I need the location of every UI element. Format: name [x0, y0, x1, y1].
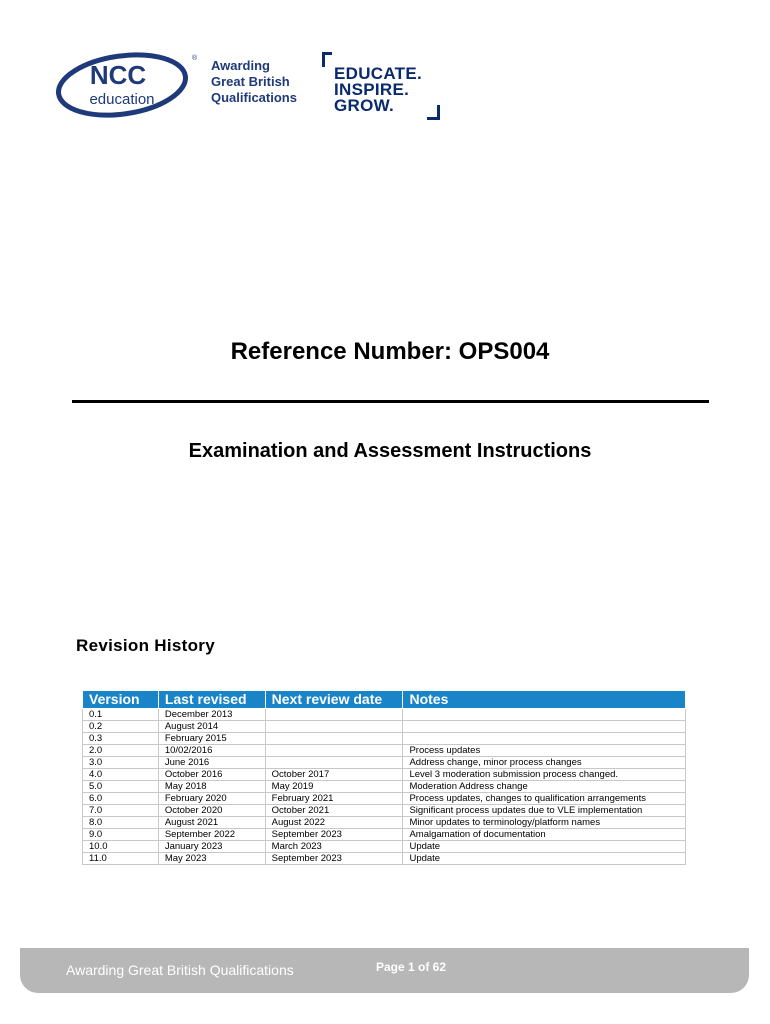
cell-notes	[403, 721, 686, 733]
cell-last-revised: September 2022	[158, 829, 265, 841]
cell-version: 0.2	[83, 721, 159, 733]
logo-brand-sub: education	[89, 91, 155, 108]
cell-version: 2.0	[83, 745, 159, 757]
table-row	[83, 817, 686, 829]
bracket-top-left	[322, 52, 332, 67]
cell-version: 5.0	[83, 781, 159, 793]
footer-brand: Awarding Great British Qualifications	[66, 962, 294, 978]
column-header-notes: Notes	[403, 691, 686, 709]
cell-notes: Process updates, changes to qualification arrangements	[403, 793, 686, 805]
table-row	[83, 769, 686, 781]
page-footer	[20, 948, 749, 993]
cell-version: 8.0	[83, 817, 159, 829]
cell-last-revised: May 2018	[158, 781, 265, 793]
reference-number: Reference Number: OPS004	[230, 338, 550, 365]
cell-notes: Level 3 moderation submission process changed.	[403, 769, 686, 781]
table-row	[83, 805, 686, 817]
table-row	[83, 841, 686, 853]
cell-last-revised: February 2015	[158, 733, 265, 745]
cell-last-revised: October 2016	[158, 769, 265, 781]
cell-version: 11.0	[83, 853, 159, 865]
cell-last-revised: August 2014	[158, 721, 265, 733]
table-header-row	[83, 691, 686, 709]
cell-last-revised: August 2021	[158, 817, 265, 829]
tagline-line-2: Great British	[211, 74, 290, 89]
cell-notes: Update	[403, 841, 686, 853]
cell-version: 4.0	[83, 769, 159, 781]
title-divider	[72, 400, 709, 403]
cell-next-review	[265, 721, 403, 733]
tagline-line-3: Qualifications	[211, 90, 297, 105]
table-row	[83, 757, 686, 769]
cell-notes	[403, 733, 686, 745]
table-row	[83, 793, 686, 805]
column-header-next-review: Next review date	[265, 691, 403, 709]
cell-notes: Moderation Address change	[403, 781, 686, 793]
revision-history-table	[82, 690, 686, 865]
column-header-last-revised: Last revised	[158, 691, 265, 709]
tagline-line-1: Awarding	[211, 58, 270, 73]
logo-brand-main: NCC	[89, 60, 147, 90]
cell-last-revised: December 2013	[158, 709, 265, 721]
cell-last-revised: 10/02/2016	[158, 745, 265, 757]
cell-last-revised: February 2020	[158, 793, 265, 805]
cell-notes: Address change, minor process changes	[403, 757, 686, 769]
slogan-line-2: INSPIRE.	[334, 80, 410, 99]
cell-version: 3.0	[83, 757, 159, 769]
cell-version: 9.0	[83, 829, 159, 841]
table-row	[83, 733, 686, 745]
cell-version: 0.3	[83, 733, 159, 745]
cell-version: 10.0	[83, 841, 159, 853]
table-row	[83, 781, 686, 793]
cell-notes: Update	[403, 853, 686, 865]
cell-notes: Minor updates to terminology/platform names	[403, 817, 686, 829]
table-row	[83, 745, 686, 757]
cell-last-revised: October 2020	[158, 805, 265, 817]
column-header-version: Version	[83, 691, 159, 709]
cell-next-review: October 2021	[265, 805, 403, 817]
cell-next-review	[265, 733, 403, 745]
cell-next-review	[265, 709, 403, 721]
bracket-bottom-right	[427, 105, 440, 120]
cell-notes	[403, 709, 686, 721]
table-row	[83, 721, 686, 733]
cell-last-revised: January 2023	[158, 841, 265, 853]
revision-history-heading: Revision History	[76, 636, 215, 655]
cell-version: 7.0	[83, 805, 159, 817]
registered-mark: ®	[192, 55, 198, 62]
table-row	[83, 853, 686, 865]
cell-next-review: September 2023	[265, 829, 403, 841]
cell-next-review: August 2022	[265, 817, 403, 829]
cell-next-review: March 2023	[265, 841, 403, 853]
educate-inspire-grow-logo	[322, 52, 440, 120]
cell-next-review	[265, 745, 403, 757]
cell-next-review	[265, 757, 403, 769]
cell-next-review: September 2023	[265, 853, 403, 865]
cell-last-revised: May 2023	[158, 853, 265, 865]
cell-next-review: February 2021	[265, 793, 403, 805]
cell-last-revised: June 2016	[158, 757, 265, 769]
slogan-line-1: EDUCATE.	[334, 64, 423, 83]
cell-version: 6.0	[83, 793, 159, 805]
cell-notes: Significant process updates due to VLE implementation	[403, 805, 686, 817]
cell-version: 0.1	[83, 709, 159, 721]
slogan-line-3: GROW.	[334, 96, 395, 115]
awarding-tagline	[211, 58, 297, 106]
table-row	[83, 709, 686, 721]
table-row	[83, 829, 686, 841]
ncc-education-logo	[56, 52, 206, 122]
cell-notes: Amalgamation of documentation	[403, 829, 686, 841]
cell-next-review: October 2017	[265, 769, 403, 781]
cell-notes: Process updates	[403, 745, 686, 757]
cell-next-review: May 2019	[265, 781, 403, 793]
page-number: Page 1 of 62	[376, 960, 447, 974]
document-title: Examination and Assessment Instructions	[188, 440, 592, 462]
